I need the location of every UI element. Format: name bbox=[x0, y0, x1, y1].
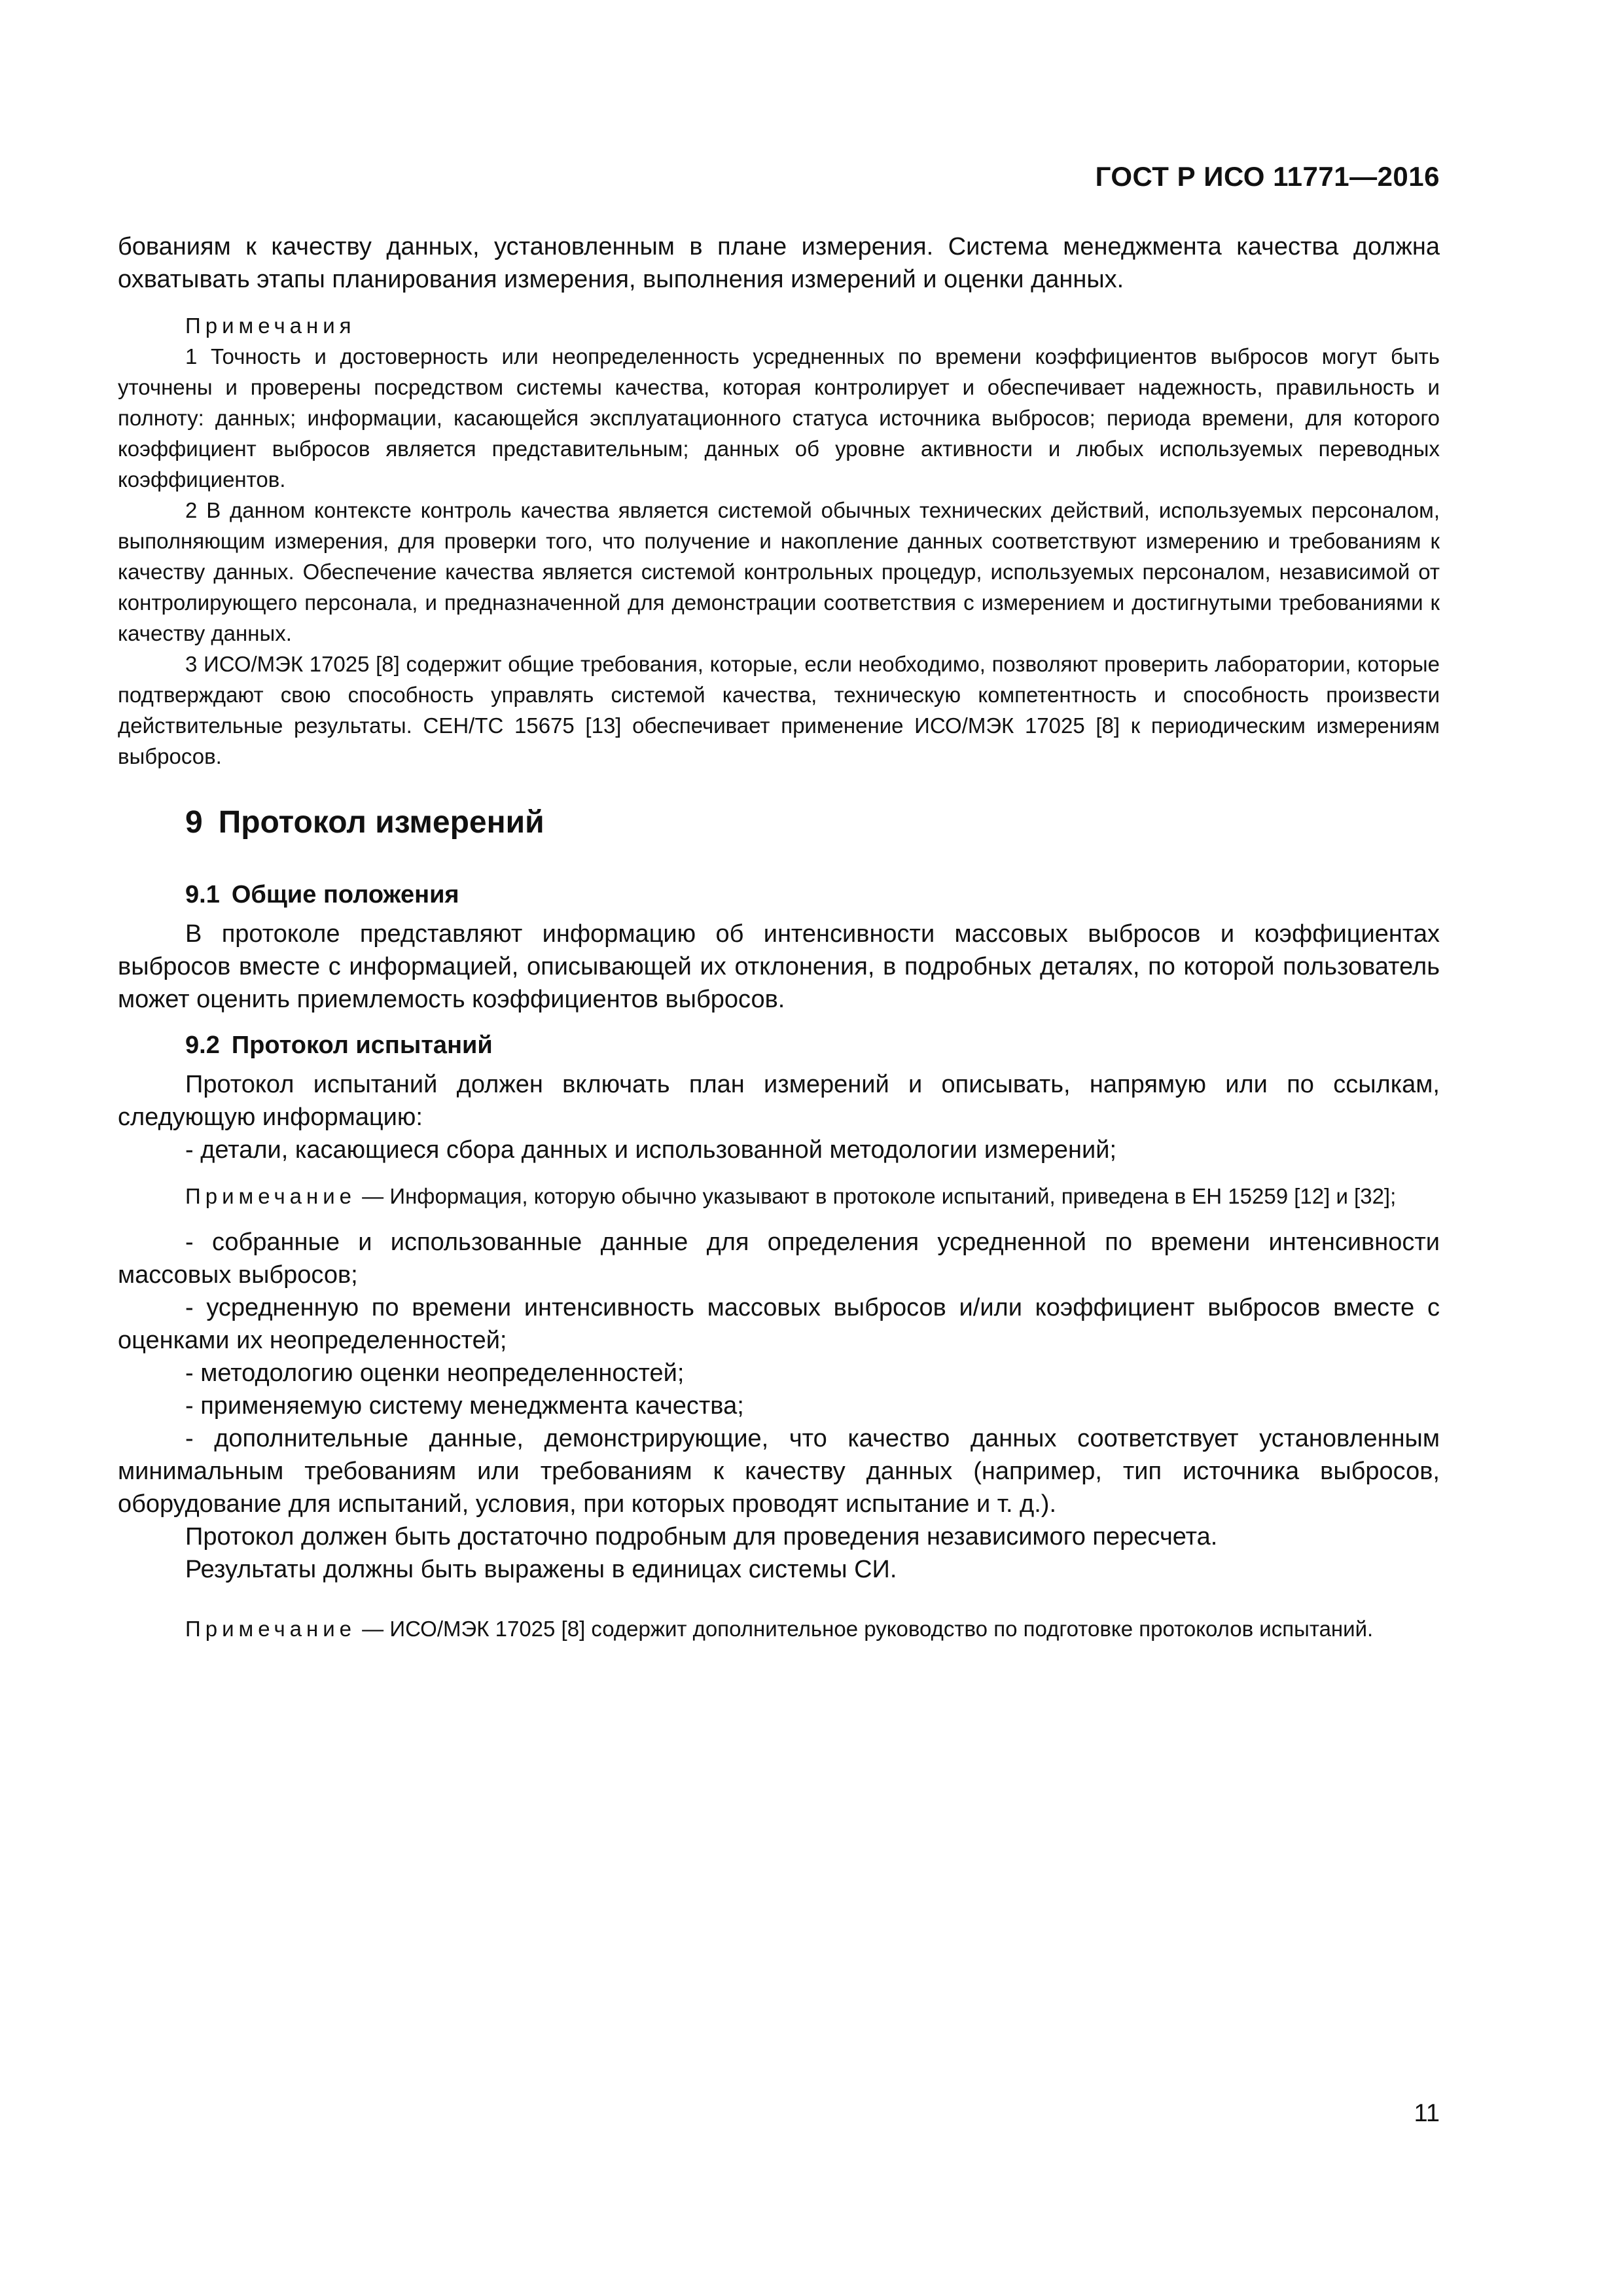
section-9-heading bbox=[118, 804, 1440, 840]
subsection-9-1-text: В протоколе представляют информацию об интенсивности массовых выбросов и коэффициентах выбросов вместе с информацией, описывающей их отклонения, в подробных деталях, по которой пользователь может оценить приемлемость коэффициентов выбросов. bbox=[118, 920, 1440, 1013]
subsection-9-2-title: Протокол испытаний bbox=[231, 1031, 493, 1059]
subsection-9-2-heading bbox=[118, 1029, 1440, 1062]
document-header: ГОСТ Р ИСО 11771—2016 bbox=[1095, 161, 1440, 192]
list-item-5: - применяемую систему менеджмента качества; bbox=[185, 1392, 744, 1420]
list-item-1: - детали, касающиеся сбора данных и использованной методологии измерений; bbox=[185, 1136, 1117, 1164]
section-9-title: Протокол измерений bbox=[218, 805, 544, 840]
note-9-2-text: — Информация, которую обычно указывают в протоколе испытаний, приведена в ЕН 15259 [12] и [32]; bbox=[356, 1184, 1397, 1208]
closing-line-2: Результаты должны быть выражены в единицах системы СИ. bbox=[185, 1556, 897, 1583]
list-item-6: - дополнительные данные, демонстрирующие, что качество данных соответствует установленным минимальным требованиям или требованиям к качеству данных (например, тип источника выбросов, оборудование для испытаний, условия, при которых проводят испытание и т. д.). bbox=[118, 1425, 1440, 1518]
document-page bbox=[118, 0, 1440, 2296]
note-item-1: 1 Точность и достоверность или неопределенность усредненных по времени коэффициентов выбросов могут быть уточнены и проверены посредством системы качества, которая контролирует и обеспечивает надежность, правильность и полноту: данных; информации, касающейся эксплуатационного статуса источника выбросов; периода времени, для которого коэффициент выбросов является представительным; данных об уровне активности и любых используемых переводных коэффициентов. bbox=[118, 344, 1440, 492]
notes-heading: Примечания bbox=[185, 314, 356, 338]
intro-paragraph: бованиям к качеству данных, установленным в плане измерения. Система менеджмента качества должна охватывать этапы планирования измерения, выполнения измерений и оценки данных. bbox=[118, 233, 1440, 293]
list-item-4: - методологию оценки неопределенностей; bbox=[185, 1359, 685, 1387]
subsection-9-1-heading bbox=[118, 878, 1440, 911]
note-9-2 bbox=[118, 1181, 1440, 1211]
section-9-number: 9 bbox=[185, 805, 203, 840]
subsection-9-2-number: 9.2 bbox=[185, 1031, 220, 1059]
subsection-9-2-intro: Протокол испытаний должен включать план измерений и описывать, напрямую или по ссылкам, следующую информацию: bbox=[118, 1071, 1440, 1131]
page-number: 11 bbox=[1414, 2100, 1440, 2127]
closing-line-1: Протокол должен быть достаточно подробным для проведения независимого пересчета. bbox=[185, 1523, 1218, 1551]
note-9-2-label: Примечание bbox=[185, 1184, 357, 1208]
final-note-label: Примечание bbox=[185, 1617, 357, 1641]
note-item-3: 3 ИСО/МЭК 17025 [8] содержит общие требования, которые, если необходимо, позволяют проверить лаборатории, которые подтверждают свою способность управлять системой качества, техническую компетентность и способность произвести действительные результаты. CEH/TC 15675 [13] обеспечивает применение ИСО/МЭК 17025 [8] к периодическим измерениям выбросов. bbox=[118, 652, 1440, 768]
subsection-9-1-title: Общие положения bbox=[231, 881, 459, 908]
list-item-2: - собранные и использованные данные для определения усредненной по времени интенсивности массовых выбросов; bbox=[118, 1229, 1440, 1289]
note-item-2: 2 В данном контексте контроль качества является системой обычных технических действий, используемых персоналом, выполняющим измерения, для проверки того, что получение и накопление данных соответствуют измерению и требованиям к качеству данных. Обеспечение качества является системой контрольных процедур, используемых персоналом, независимой от контролирующего персонала, и предназначенной для демонстрации соответствия с измерением и достигнутыми требованиями к качеству данных. bbox=[118, 498, 1440, 645]
list-item-3: - усредненную по времени интенсивность массовых выбросов и/или коэффициент выбросов вместе с оценками их неопределенностей; bbox=[118, 1294, 1440, 1354]
subsection-9-1-number: 9.1 bbox=[185, 881, 220, 908]
document-body bbox=[118, 230, 1440, 1644]
final-note-text: — ИСО/МЭК 17025 [8] содержит дополнительное руководство по подготовке протоколов испытаний. bbox=[356, 1617, 1374, 1641]
final-note bbox=[118, 1613, 1440, 1644]
